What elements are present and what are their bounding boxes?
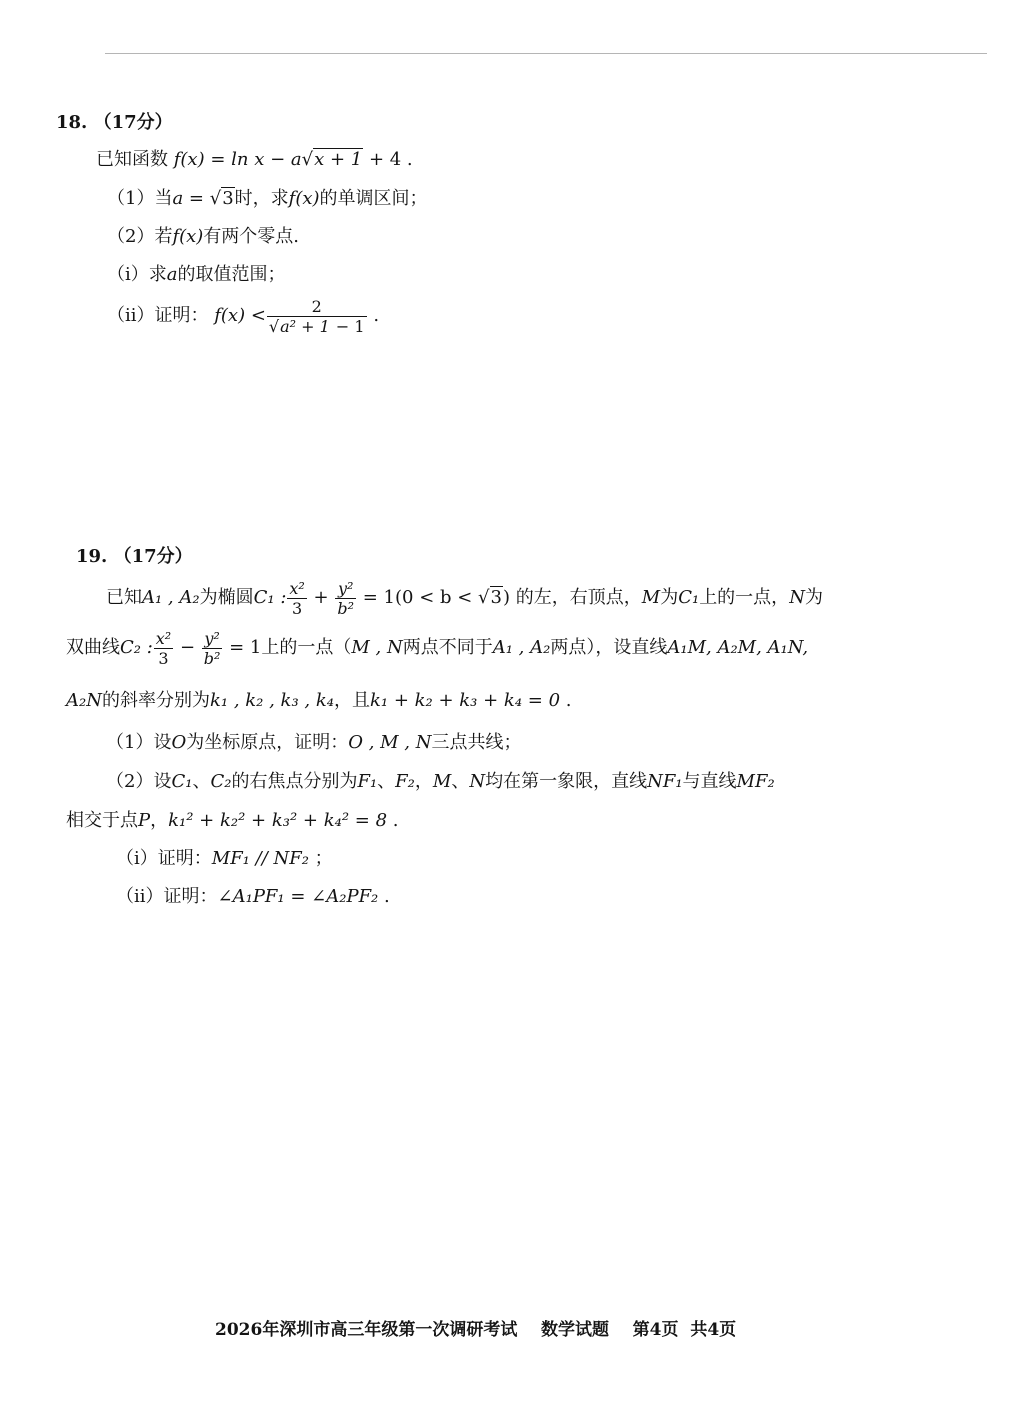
q18-p1-end: 的单调区间； bbox=[319, 188, 428, 209]
separator: ， bbox=[150, 810, 169, 831]
fraction-numerator: y² bbox=[202, 629, 223, 649]
fraction-denominator: b² bbox=[203, 648, 221, 668]
minus-sign: − bbox=[174, 637, 201, 658]
slopes-square-sum: k₁² + k₂² + k₃² + k₄² = 8 bbox=[168, 810, 388, 831]
q19-vertices: A₁ , A₂ bbox=[142, 587, 200, 608]
q19-l1-condition: = 1(0 < b < bbox=[357, 587, 479, 608]
q19-l2-text4: 两点），设直线 bbox=[550, 637, 668, 658]
q19-number: 19. bbox=[76, 546, 108, 567]
sqrt-content: 3 bbox=[490, 587, 502, 608]
q18-p1-fx: f(x) bbox=[288, 188, 320, 209]
focus-f1: F₁ bbox=[357, 771, 378, 792]
q19-p1-label: （1）设 bbox=[106, 732, 172, 753]
q19-score: （17分） bbox=[113, 546, 193, 567]
q18-heading bbox=[56, 111, 173, 135]
equals-one: = 1 bbox=[223, 637, 262, 658]
points-omn: O , M , N bbox=[348, 732, 432, 753]
q19-part2 bbox=[106, 770, 775, 794]
q19-l2-text: 双曲线 bbox=[66, 637, 120, 658]
fraction-numerator: x² bbox=[289, 578, 305, 598]
line-mf2: MF₂ bbox=[736, 771, 775, 792]
q18-part2 bbox=[107, 225, 299, 249]
q19-l2-frac1 bbox=[154, 629, 173, 668]
top-rule bbox=[105, 53, 987, 54]
fraction-denominator: 3 bbox=[158, 648, 169, 668]
close-paren: ) bbox=[502, 587, 511, 608]
denominator-sqrt: √a² + 1 bbox=[268, 316, 330, 336]
q19-l1-text5: 上的一点， bbox=[699, 587, 790, 608]
q18-part2ii bbox=[107, 296, 379, 336]
point-n: N bbox=[469, 771, 486, 792]
q18-p2-text: 有两个零点. bbox=[203, 226, 300, 247]
point-m: M bbox=[641, 587, 661, 608]
q19-l1-frac2 bbox=[335, 579, 356, 618]
semicolon: ； bbox=[308, 848, 333, 869]
q18-p2ii-label: （ii）证明： bbox=[107, 305, 209, 326]
line-a2n: A₂N bbox=[66, 690, 102, 711]
point-m: M bbox=[432, 771, 452, 792]
point-n: N bbox=[789, 587, 805, 608]
q19-l3-text: 的斜率分别为 bbox=[101, 690, 210, 711]
q18-p1-sqrt-content: 3 bbox=[222, 188, 234, 209]
q18-sqrt: √x + 1 bbox=[301, 149, 363, 170]
q19-part2i bbox=[116, 847, 333, 871]
point-p: P bbox=[138, 810, 151, 831]
q18-p2i-a: a bbox=[166, 264, 178, 285]
separator: 、 bbox=[192, 771, 211, 792]
separator: 、 bbox=[451, 771, 470, 792]
plus-sign: + bbox=[307, 587, 335, 608]
q18-sqrt-content: x + 1 bbox=[314, 149, 363, 170]
q19-p2-text: 的右焦点分别为 bbox=[231, 771, 358, 792]
q19-heading bbox=[76, 545, 193, 569]
q19-line3 bbox=[66, 689, 571, 713]
fraction-denominator: b² bbox=[337, 598, 355, 618]
q18-p2ii-fx: f(x) < bbox=[214, 305, 266, 326]
curve-c2: C₂ bbox=[210, 771, 232, 792]
q19-l2-text3: 两点不同于 bbox=[402, 637, 493, 658]
q18-part1 bbox=[107, 187, 428, 211]
fraction-denominator: 3 bbox=[292, 598, 303, 618]
vertices-a1a2: A₁ , A₂ bbox=[492, 637, 551, 658]
q18-p2ii-end: . bbox=[367, 305, 380, 326]
q19-l1-sqrt: √3 bbox=[478, 587, 502, 608]
q18-p1-text: 时，求 bbox=[234, 188, 289, 209]
page-footer: 2026年深圳市高三年级第一次调研考试 数学试题 第4页 共4页 bbox=[215, 1320, 737, 1340]
fraction-denominator bbox=[267, 317, 367, 336]
period: . bbox=[378, 886, 390, 907]
q19-line2 bbox=[66, 628, 808, 668]
fraction-numerator: y² bbox=[335, 579, 356, 599]
focus-f2: F₂ bbox=[395, 771, 415, 792]
lines-list: A₁M, A₂M, A₁N, bbox=[667, 637, 809, 658]
q19-l1-text6: 为 bbox=[804, 587, 823, 608]
q19-hyperbola-name: C₂ : bbox=[120, 637, 153, 658]
q19-part1 bbox=[106, 731, 522, 755]
period: . bbox=[387, 810, 399, 831]
q18-part2i bbox=[107, 263, 286, 287]
q18-number: 18. bbox=[56, 112, 88, 133]
q19-part2-cont bbox=[66, 809, 399, 833]
q18-p2-label: （2）若 bbox=[107, 226, 173, 247]
q18-p2-fx: f(x) bbox=[172, 226, 204, 247]
curve-c1: C₁ bbox=[171, 771, 193, 792]
denominator-tail: − 1 bbox=[330, 316, 365, 336]
q19-pi-label: （i）证明： bbox=[116, 848, 212, 869]
q19-l1-text3: 的左，右顶点， bbox=[510, 587, 642, 608]
denominator-sqrt-content: a² + 1 bbox=[280, 316, 330, 336]
q19-pii-label: （ii）证明： bbox=[116, 886, 218, 907]
q18-intro-tail: + 4 . bbox=[363, 149, 413, 170]
q19-p2-text2: 均在第一象限，直线 bbox=[485, 771, 648, 792]
points-mn: M , N bbox=[351, 637, 403, 658]
fraction-numerator: x² bbox=[155, 628, 172, 648]
q19-p3-text: 相交于点 bbox=[66, 810, 138, 831]
q19-l1-text4: 为 bbox=[660, 587, 679, 608]
q18-score: （17分） bbox=[93, 112, 173, 133]
q19-l2-frac2 bbox=[202, 629, 223, 668]
fraction-numerator: 2 bbox=[267, 297, 367, 317]
q19-l3-text2: ，且 bbox=[333, 690, 370, 711]
q19-p1-end: 三点共线； bbox=[431, 732, 522, 753]
q18-p1-a: a = bbox=[172, 188, 210, 209]
q18-intro bbox=[96, 148, 413, 172]
q19-line1 bbox=[106, 578, 823, 618]
q18-function: f(x) = ln x − a bbox=[173, 149, 302, 170]
separator: 、 bbox=[377, 771, 396, 792]
slopes-list: k₁ , k₂ , k₃ , k₄ bbox=[209, 690, 334, 711]
q19-ellipse-name: C₁ : bbox=[253, 587, 287, 608]
q19-part2ii bbox=[116, 885, 390, 909]
q19-p1-text: 为坐标原点，证明： bbox=[186, 732, 349, 753]
q19-p2-text3: 与直线 bbox=[682, 771, 737, 792]
q18-p2i-label: （i）求 bbox=[107, 264, 167, 285]
q19-l2-text2: 上的一点（ bbox=[261, 637, 352, 658]
q18-p2ii-fraction bbox=[267, 297, 367, 336]
q19-l1-frac1 bbox=[287, 579, 306, 618]
q18-p1-sqrt: √3 bbox=[209, 188, 234, 209]
parallel-claim: MF₁ // NF₂ bbox=[211, 848, 309, 869]
q18-intro-text: 已知函数 bbox=[96, 149, 168, 170]
separator: ， bbox=[414, 771, 433, 792]
q18-p2i-text: 的取值范围； bbox=[177, 264, 286, 285]
angle-claim: ∠A₁PF₁ = ∠A₂PF₂ bbox=[217, 886, 379, 907]
origin-o: O bbox=[171, 732, 187, 753]
q18-p1-label: （1）当 bbox=[107, 188, 173, 209]
slopes-sum: k₁ + k₂ + k₃ + k₄ = 0 bbox=[369, 690, 561, 711]
q19-p2-label: （2）设 bbox=[106, 771, 172, 792]
period: . bbox=[560, 690, 572, 711]
line-nf1: NF₁ bbox=[647, 771, 683, 792]
curve-c1: C₁ bbox=[678, 587, 700, 608]
q19-l1-text2: 为椭圆 bbox=[199, 587, 254, 608]
q19-l1-text: 已知 bbox=[106, 587, 142, 608]
